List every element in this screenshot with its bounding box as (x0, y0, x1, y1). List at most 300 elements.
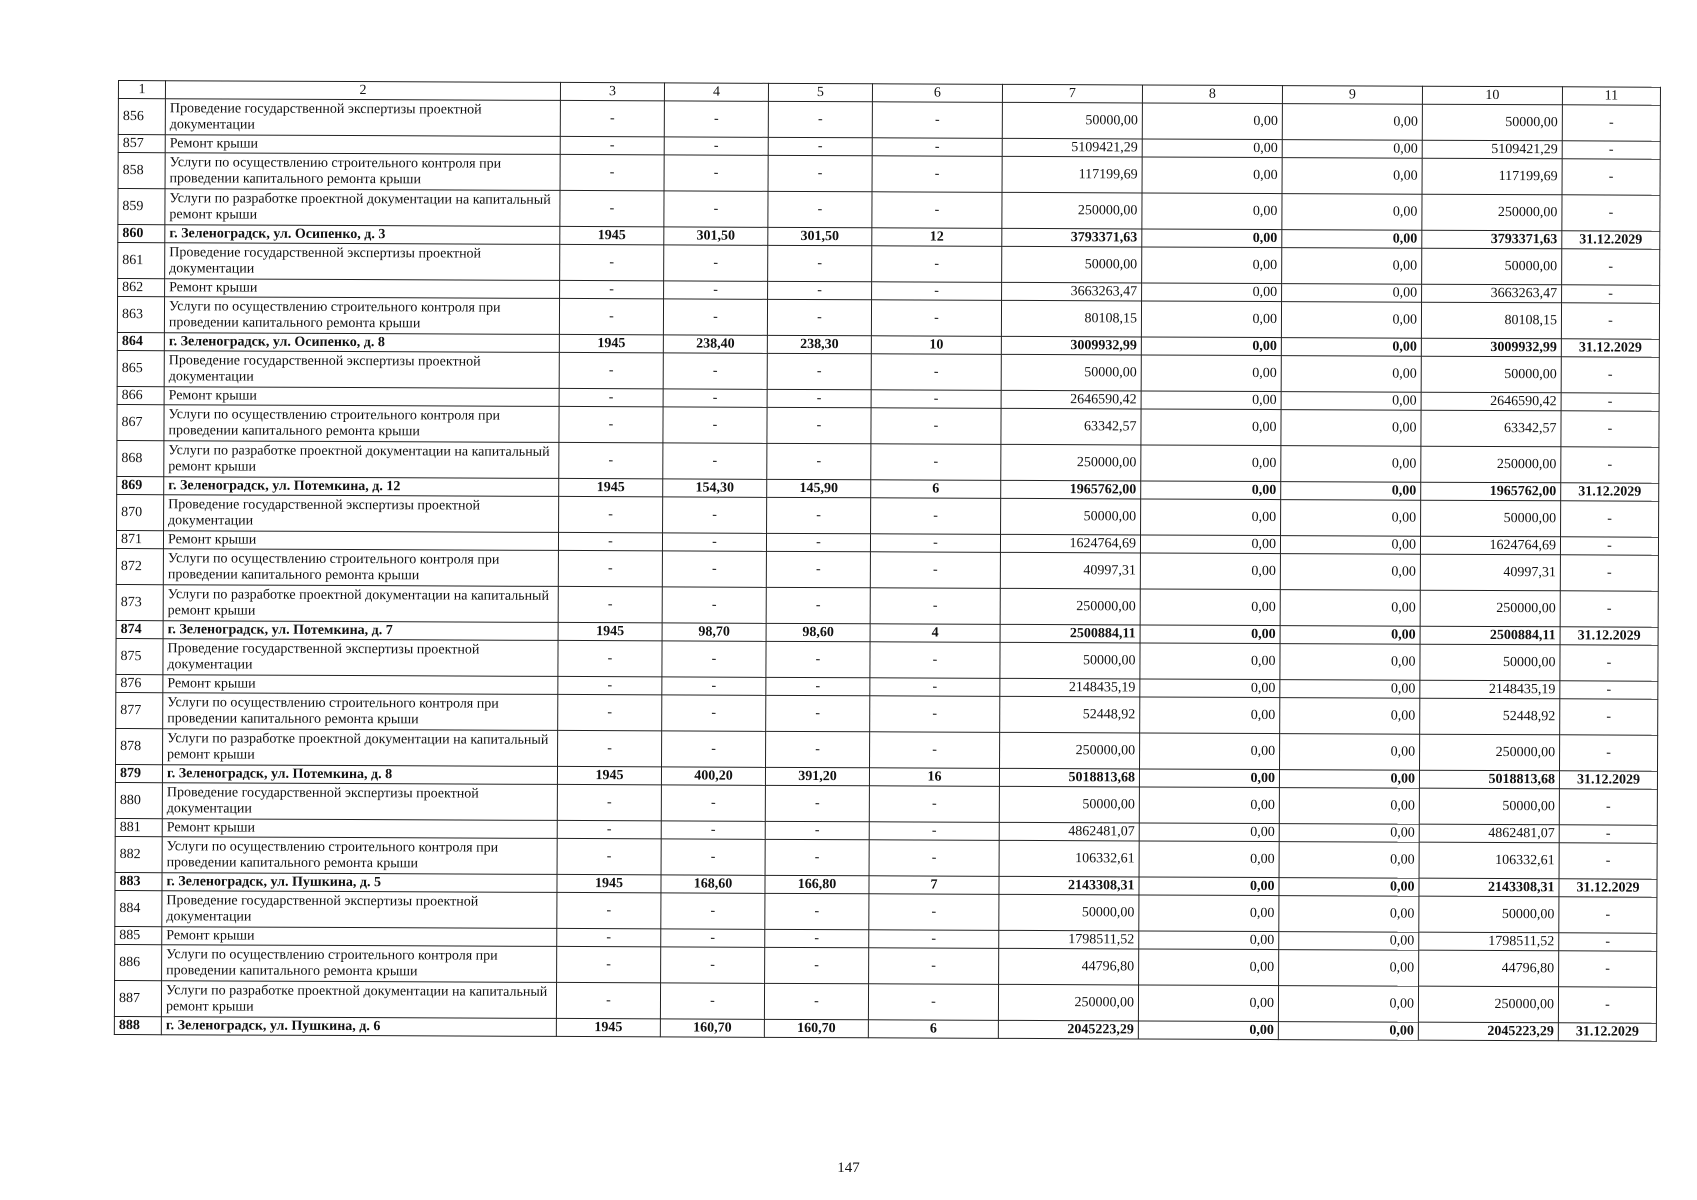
residents-count-cell: - (869, 948, 999, 985)
year-cell: - (558, 586, 662, 622)
total-area-cell: 400,20 (661, 767, 765, 785)
residents-count-cell: - (871, 408, 1001, 445)
residents-count-cell: - (871, 300, 1001, 337)
fund-share-cell: 0,00 (1142, 193, 1282, 230)
fund-share-cell: 0,00 (1139, 787, 1279, 824)
year-cell: - (557, 784, 661, 820)
total-area-cell: 301,50 (664, 227, 768, 245)
total-cost-cell: 50000,00 (1001, 354, 1141, 391)
total-cost-cell: 3009932,99 (1001, 336, 1141, 355)
total-cost-cell: 50000,00 (999, 894, 1139, 931)
fund-share-cell: 0,00 (1141, 481, 1281, 500)
header-cell: 9 (1282, 86, 1422, 105)
year-cell: - (560, 280, 664, 298)
year-cell: - (558, 676, 662, 694)
owners-funds-cell: 2500884,11 (1420, 626, 1560, 645)
header-cell: 10 (1422, 86, 1562, 105)
total-cost-cell: 50000,00 (1002, 102, 1142, 139)
total-area-cell: - (664, 191, 768, 227)
total-area-cell: 238,40 (663, 335, 767, 353)
total-cost-cell: 106332,61 (999, 840, 1139, 877)
budget-share-cell: 0,00 (1281, 392, 1421, 411)
row-number-cell: 864 (117, 332, 164, 350)
total-cost-cell: 4862481,07 (999, 822, 1139, 841)
year-cell: - (557, 928, 661, 946)
living-area-cell: - (765, 821, 869, 839)
completion-date-cell: - (1559, 789, 1657, 825)
work-description-cell: Услуги по разработке проектной документации на капитальный ремонт крыши (163, 729, 558, 767)
header-cell: 4 (664, 83, 768, 101)
total-area-cell: - (661, 821, 765, 839)
fund-share-cell: 0,00 (1142, 229, 1282, 248)
register-table (114, 80, 1661, 1042)
year-cell: - (560, 190, 664, 226)
living-area-cell: 238,30 (767, 335, 871, 353)
budget-share-cell: 0,00 (1281, 302, 1421, 339)
completion-date-cell: - (1560, 537, 1658, 555)
row-number-cell: 871 (116, 530, 163, 548)
work-description-cell: Проведение государственной экспертизы проектной документации (165, 99, 560, 137)
work-description-cell: Услуги по осуществлению строительного контроля при проведении капитального ремонта крыши (164, 297, 559, 335)
owners-funds-cell: 50000,00 (1419, 788, 1559, 825)
residents-count-cell: - (869, 840, 999, 877)
owners-funds-cell: 1798511,52 (1419, 932, 1559, 951)
completion-date-cell: - (1559, 933, 1657, 951)
total-cost-cell: 50000,00 (1001, 498, 1141, 535)
year-cell: - (560, 136, 664, 154)
completion-date-cell: - (1559, 735, 1657, 771)
row-number-cell: 885 (115, 926, 162, 944)
residents-count-cell: - (868, 984, 998, 1021)
work-description-cell: Ремонт крыши (163, 675, 558, 695)
completion-date-cell: - (1562, 159, 1660, 195)
row-number-cell: 857 (118, 135, 165, 153)
total-area-cell: 98,70 (662, 623, 766, 641)
row-number-cell: 884 (115, 890, 162, 926)
work-description-cell: Проведение государственной экспертизы проектной документации (164, 351, 559, 389)
completion-date-cell: - (1559, 951, 1657, 987)
total-cost-cell: 250000,00 (998, 984, 1138, 1021)
row-number-cell: 874 (116, 620, 163, 638)
completion-date-cell: 31.12.2029 (1561, 339, 1659, 357)
total-area-cell: - (664, 281, 768, 299)
completion-date-cell: - (1562, 285, 1660, 303)
fund-share-cell: 0,00 (1140, 733, 1280, 770)
year-cell: 1945 (556, 1018, 660, 1036)
budget-share-cell: 0,00 (1280, 680, 1420, 699)
completion-date-cell: - (1560, 645, 1658, 681)
row-number-cell: 880 (115, 782, 162, 818)
total-area-cell: - (663, 389, 767, 407)
total-area-cell: - (662, 641, 766, 677)
living-area-cell: - (768, 137, 872, 155)
completion-date-cell: - (1561, 447, 1659, 483)
header-cell: 5 (768, 83, 872, 101)
total-area-cell: - (663, 299, 767, 335)
living-area-cell: - (766, 551, 870, 587)
living-area-cell: - (765, 839, 869, 875)
row-number-cell: 867 (117, 404, 164, 440)
completion-date-cell: 31.12.2029 (1560, 627, 1658, 645)
budget-share-cell: 0,00 (1281, 356, 1421, 393)
row-number-cell: 876 (116, 674, 163, 692)
owners-funds-cell: 117199,69 (1422, 158, 1562, 195)
total-cost-cell: 3663263,47 (1002, 282, 1142, 301)
row-number-cell: 887 (114, 980, 161, 1016)
year-cell: 1945 (557, 766, 661, 784)
fund-share-cell: 0,00 (1140, 643, 1280, 680)
total-area-cell: - (662, 533, 766, 551)
total-area-cell: - (661, 785, 765, 821)
header-cell: 11 (1562, 87, 1660, 105)
budget-share-cell: 0,00 (1280, 734, 1420, 771)
row-number-cell: 859 (118, 189, 165, 225)
total-area-cell: - (661, 929, 765, 947)
row-number-cell: 868 (117, 440, 164, 476)
total-area-cell: - (661, 893, 765, 929)
total-cost-cell: 250000,00 (1001, 444, 1141, 481)
work-description-cell: Услуги по осуществлению строительного контроля при проведении капитального ремонта крыши (163, 693, 558, 731)
owners-funds-cell: 250000,00 (1421, 446, 1561, 483)
total-area-cell: - (662, 731, 766, 767)
year-cell: - (560, 154, 664, 190)
living-area-cell: - (768, 191, 872, 227)
total-area-cell: - (663, 353, 767, 389)
living-area-cell: - (765, 929, 869, 947)
year-cell: - (558, 550, 662, 586)
budget-share-cell: 0,00 (1279, 788, 1419, 825)
owners-funds-cell: 250000,00 (1420, 590, 1560, 627)
owners-funds-cell: 2045223,29 (1418, 1022, 1558, 1041)
fund-share-cell: 0,00 (1141, 337, 1281, 356)
residents-count-cell: - (869, 786, 999, 823)
total-area-cell: - (661, 947, 765, 983)
owners-funds-cell: 80108,15 (1421, 302, 1561, 339)
residents-count-cell: - (871, 390, 1001, 409)
total-area-cell: - (663, 497, 767, 533)
fund-share-cell: 0,00 (1140, 697, 1280, 734)
year-cell: - (557, 946, 661, 982)
residents-count-cell: - (869, 894, 999, 931)
work-description-cell: г. Зеленоградск, ул. Осипенко, д. 3 (165, 225, 560, 245)
residents-count-cell: 16 (869, 768, 999, 787)
fund-share-cell: 0,00 (1142, 283, 1282, 302)
work-description-cell: Услуги по разработке проектной документации на капитальный ремонт крыши (163, 585, 558, 623)
total-cost-cell: 250000,00 (1000, 732, 1140, 769)
row-number-cell: 886 (115, 944, 162, 980)
work-description-cell: Проведение государственной экспертизы проектной документации (165, 243, 560, 281)
header-cell: 7 (1002, 84, 1142, 103)
living-area-cell: - (765, 785, 869, 821)
total-area-cell: - (662, 677, 766, 695)
fund-share-cell: 0,00 (1140, 535, 1280, 554)
total-cost-cell: 2143308,31 (999, 876, 1139, 895)
row-number-cell: 863 (117, 297, 164, 333)
completion-date-cell: - (1561, 357, 1659, 393)
fund-share-cell: 0,00 (1142, 247, 1282, 284)
fund-share-cell: 0,00 (1141, 445, 1281, 482)
budget-share-cell: 0,00 (1279, 878, 1419, 897)
owners-funds-cell: 50000,00 (1421, 356, 1561, 393)
total-cost-cell: 250000,00 (1000, 588, 1140, 625)
work-description-cell: Проведение государственной экспертизы проектной документации (163, 639, 558, 677)
header-cell: 1 (118, 81, 165, 99)
total-area-cell: 160,70 (660, 1019, 764, 1037)
fund-share-cell: 0,00 (1142, 103, 1282, 140)
total-area-cell: - (661, 839, 765, 875)
residents-count-cell: - (872, 282, 1002, 301)
owners-funds-cell: 52448,92 (1420, 698, 1560, 735)
completion-date-cell: - (1559, 897, 1657, 933)
total-cost-cell: 2646590,42 (1001, 390, 1141, 409)
work-description-cell: г. Зеленоградск, ул. Потемкина, д. 8 (162, 765, 557, 785)
budget-share-cell: 0,00 (1280, 698, 1420, 735)
budget-share-cell: 0,00 (1282, 158, 1422, 195)
owners-funds-cell: 50000,00 (1420, 644, 1560, 681)
register-table-container (114, 80, 1660, 1042)
work-description-cell: г. Зеленоградск, ул. Пушкина, д. 5 (162, 873, 557, 893)
year-cell: - (559, 298, 663, 334)
owners-funds-cell: 63342,57 (1421, 410, 1561, 447)
fund-share-cell: 0,00 (1138, 1021, 1278, 1040)
completion-date-cell: 31.12.2029 (1562, 231, 1660, 249)
total-cost-cell: 52448,92 (1000, 696, 1140, 733)
work-description-cell: Услуги по осуществлению строительного контроля при проведении капитального ремонта крыши (165, 153, 560, 191)
budget-share-cell: 0,00 (1281, 482, 1421, 501)
row-number-cell: 879 (115, 764, 162, 782)
total-cost-cell: 2148435,19 (1000, 678, 1140, 697)
living-area-cell: - (767, 407, 871, 443)
work-description-cell: Ремонт крыши (162, 927, 557, 947)
total-cost-cell: 5109421,29 (1002, 138, 1142, 157)
total-area-cell: - (663, 407, 767, 443)
living-area-cell: 391,20 (765, 767, 869, 785)
work-description-cell: г. Зеленоградск, ул. Осипенко, д. 8 (164, 333, 559, 353)
completion-date-cell: 31.12.2029 (1558, 1023, 1656, 1041)
residents-count-cell: - (872, 156, 1002, 193)
residents-count-cell: - (870, 642, 1000, 679)
year-cell: 1945 (559, 334, 663, 352)
residents-count-cell: - (872, 192, 1002, 229)
budget-share-cell: 0,00 (1279, 932, 1419, 951)
residents-count-cell: - (870, 534, 1000, 553)
header-cell: 3 (560, 82, 664, 100)
living-area-cell: - (765, 893, 869, 929)
owners-funds-cell: 50000,00 (1422, 248, 1562, 285)
budget-share-cell: 0,00 (1279, 950, 1419, 987)
work-description-cell: г. Зеленоградск, ул. Потемкина, д. 12 (164, 477, 559, 497)
residents-count-cell: - (870, 696, 1000, 733)
row-number-cell: 875 (116, 638, 163, 674)
year-cell: - (558, 694, 662, 730)
header-cell: 8 (1142, 85, 1282, 104)
residents-count-cell: - (870, 732, 1000, 769)
living-area-cell: - (768, 281, 872, 299)
living-area-cell: - (766, 695, 870, 731)
row-number-cell: 865 (117, 350, 164, 386)
row-number-cell: 869 (117, 476, 164, 494)
year-cell: - (558, 532, 662, 550)
completion-date-cell: 31.12.2029 (1559, 879, 1657, 897)
work-description-cell: Проведение государственной экспертизы проектной документации (162, 891, 557, 929)
fund-share-cell: 0,00 (1140, 679, 1280, 698)
residents-count-cell: - (872, 246, 1002, 283)
living-area-cell: 98,60 (766, 623, 870, 641)
header-cell: 2 (165, 81, 560, 101)
living-area-cell: - (767, 443, 871, 479)
fund-share-cell: 0,00 (1142, 139, 1282, 158)
total-cost-cell: 80108,15 (1001, 300, 1141, 337)
page-number: 147 (837, 1160, 860, 1176)
budget-share-cell: 0,00 (1280, 536, 1420, 555)
residents-count-cell: - (871, 498, 1001, 535)
work-description-cell: Проведение государственной экспертизы проектной документации (164, 495, 559, 533)
budget-share-cell: 0,00 (1279, 824, 1419, 843)
living-area-cell: - (767, 497, 871, 533)
completion-date-cell: 31.12.2029 (1559, 771, 1657, 789)
fund-share-cell: 0,00 (1141, 499, 1281, 536)
residents-count-cell: 4 (870, 624, 1000, 643)
budget-share-cell: 0,00 (1282, 104, 1422, 141)
work-description-cell: Ремонт крыши (164, 387, 559, 407)
budget-share-cell: 0,00 (1282, 140, 1422, 159)
header-cell: 6 (872, 84, 1002, 103)
fund-share-cell: 0,00 (1140, 589, 1280, 626)
work-description-cell: Ремонт крыши (165, 135, 560, 155)
owners-funds-cell: 250000,00 (1420, 734, 1560, 771)
row-number-cell: 866 (117, 386, 164, 404)
work-description-cell: Услуги по осуществлению строительного контроля при проведении капитального ремонта крыши (164, 405, 559, 443)
year-cell: - (559, 496, 663, 532)
living-area-cell: - (766, 587, 870, 623)
work-description-cell: г. Зеленоградск, ул. Потемкина, д. 7 (163, 621, 558, 641)
owners-funds-cell: 4862481,07 (1419, 824, 1559, 843)
row-number-cell: 872 (116, 548, 163, 584)
work-description-cell: Ремонт крыши (162, 819, 557, 839)
year-cell: - (557, 838, 661, 874)
budget-share-cell: 0,00 (1282, 194, 1422, 231)
residents-count-cell: - (870, 552, 1000, 589)
work-description-cell: Услуги по разработке проектной документации на капитальный ремонт крыши (165, 189, 560, 227)
total-cost-cell: 44796,80 (999, 948, 1139, 985)
row-number-cell: 862 (118, 279, 165, 297)
completion-date-cell: - (1562, 249, 1660, 285)
year-cell: - (560, 244, 664, 280)
year-cell: 1945 (558, 622, 662, 640)
fund-share-cell: 0,00 (1142, 157, 1282, 194)
row-number-cell: 888 (114, 1016, 161, 1034)
owners-funds-cell: 5018813,68 (1419, 770, 1559, 789)
work-description-cell: Услуги по осуществлению строительного контроля при проведении капитального ремонта крыши (162, 945, 557, 983)
total-cost-cell: 50000,00 (999, 786, 1139, 823)
residents-count-cell: - (870, 678, 1000, 697)
living-area-cell: - (764, 983, 868, 1019)
living-area-cell: 160,70 (764, 1019, 868, 1037)
owners-funds-cell: 40997,31 (1420, 554, 1560, 591)
year-cell: 1945 (559, 478, 663, 496)
living-area-cell: - (767, 299, 871, 335)
budget-share-cell: 0,00 (1281, 338, 1421, 357)
budget-share-cell: 0,00 (1279, 770, 1419, 789)
total-cost-cell: 250000,00 (1002, 192, 1142, 229)
completion-date-cell: - (1560, 681, 1658, 699)
budget-share-cell: 0,00 (1281, 500, 1421, 537)
living-area-cell: - (766, 731, 870, 767)
budget-share-cell: 0,00 (1280, 554, 1420, 591)
total-area-cell: - (660, 983, 764, 1019)
total-cost-cell: 2045223,29 (998, 1020, 1138, 1039)
total-area-cell: - (662, 695, 766, 731)
living-area-cell: - (765, 947, 869, 983)
owners-funds-cell: 44796,80 (1419, 950, 1559, 987)
residents-count-cell: 7 (869, 876, 999, 895)
row-number-cell: 878 (116, 728, 163, 764)
residents-count-cell: - (871, 354, 1001, 391)
fund-share-cell: 0,00 (1140, 553, 1280, 590)
year-cell: - (559, 352, 663, 388)
residents-count-cell: - (871, 444, 1001, 481)
work-description-cell: Услуги по осуществлению строительного контроля при проведении капитального ремонта крыши (163, 549, 558, 587)
year-cell: - (557, 892, 661, 928)
completion-date-cell: - (1562, 195, 1660, 231)
budget-share-cell: 0,00 (1282, 248, 1422, 285)
row-number-cell: 877 (116, 692, 163, 728)
year-cell: - (559, 388, 663, 406)
completion-date-cell: - (1559, 843, 1657, 879)
living-area-cell: 166,80 (765, 875, 869, 893)
residents-count-cell: - (872, 102, 1002, 139)
completion-date-cell: - (1560, 591, 1658, 627)
owners-funds-cell: 50000,00 (1421, 500, 1561, 537)
budget-share-cell: 0,00 (1280, 644, 1420, 681)
total-cost-cell: 2500884,11 (1000, 624, 1140, 643)
year-cell: 1945 (560, 226, 664, 244)
total-cost-cell: 5018813,68 (999, 768, 1139, 787)
year-cell: 1945 (557, 874, 661, 892)
total-area-cell: - (662, 587, 766, 623)
owners-funds-cell: 3793371,63 (1422, 230, 1562, 249)
living-area-cell: - (768, 155, 872, 191)
budget-share-cell: 0,00 (1281, 446, 1421, 483)
total-cost-cell: 50000,00 (1000, 642, 1140, 679)
living-area-cell: - (768, 101, 872, 137)
work-description-cell: Ремонт крыши (165, 279, 560, 299)
living-area-cell: 301,50 (768, 227, 872, 245)
completion-date-cell: - (1561, 501, 1659, 537)
fund-share-cell: 0,00 (1139, 841, 1279, 878)
register-table-body (114, 81, 1660, 1042)
owners-funds-cell: 1624764,69 (1420, 536, 1560, 555)
fund-share-cell: 0,00 (1141, 409, 1281, 446)
total-area-cell: 168,60 (661, 875, 765, 893)
fund-share-cell: 0,00 (1141, 355, 1281, 392)
living-area-cell: - (768, 245, 872, 281)
residents-count-cell: 6 (868, 1020, 998, 1039)
total-cost-cell: 40997,31 (1000, 552, 1140, 589)
owners-funds-cell: 50000,00 (1422, 104, 1562, 141)
owners-funds-cell: 50000,00 (1419, 896, 1559, 933)
work-description-cell: Проведение государственной экспертизы проектной документации (162, 783, 557, 821)
total-area-cell: - (664, 155, 768, 191)
budget-share-cell: 0,00 (1280, 626, 1420, 645)
owners-funds-cell: 2143308,31 (1419, 878, 1559, 897)
year-cell: - (557, 820, 661, 838)
fund-share-cell: 0,00 (1141, 391, 1281, 410)
row-number-cell: 882 (115, 836, 162, 872)
completion-date-cell: - (1558, 987, 1656, 1023)
fund-share-cell: 0,00 (1139, 769, 1279, 788)
living-area-cell: - (767, 353, 871, 389)
